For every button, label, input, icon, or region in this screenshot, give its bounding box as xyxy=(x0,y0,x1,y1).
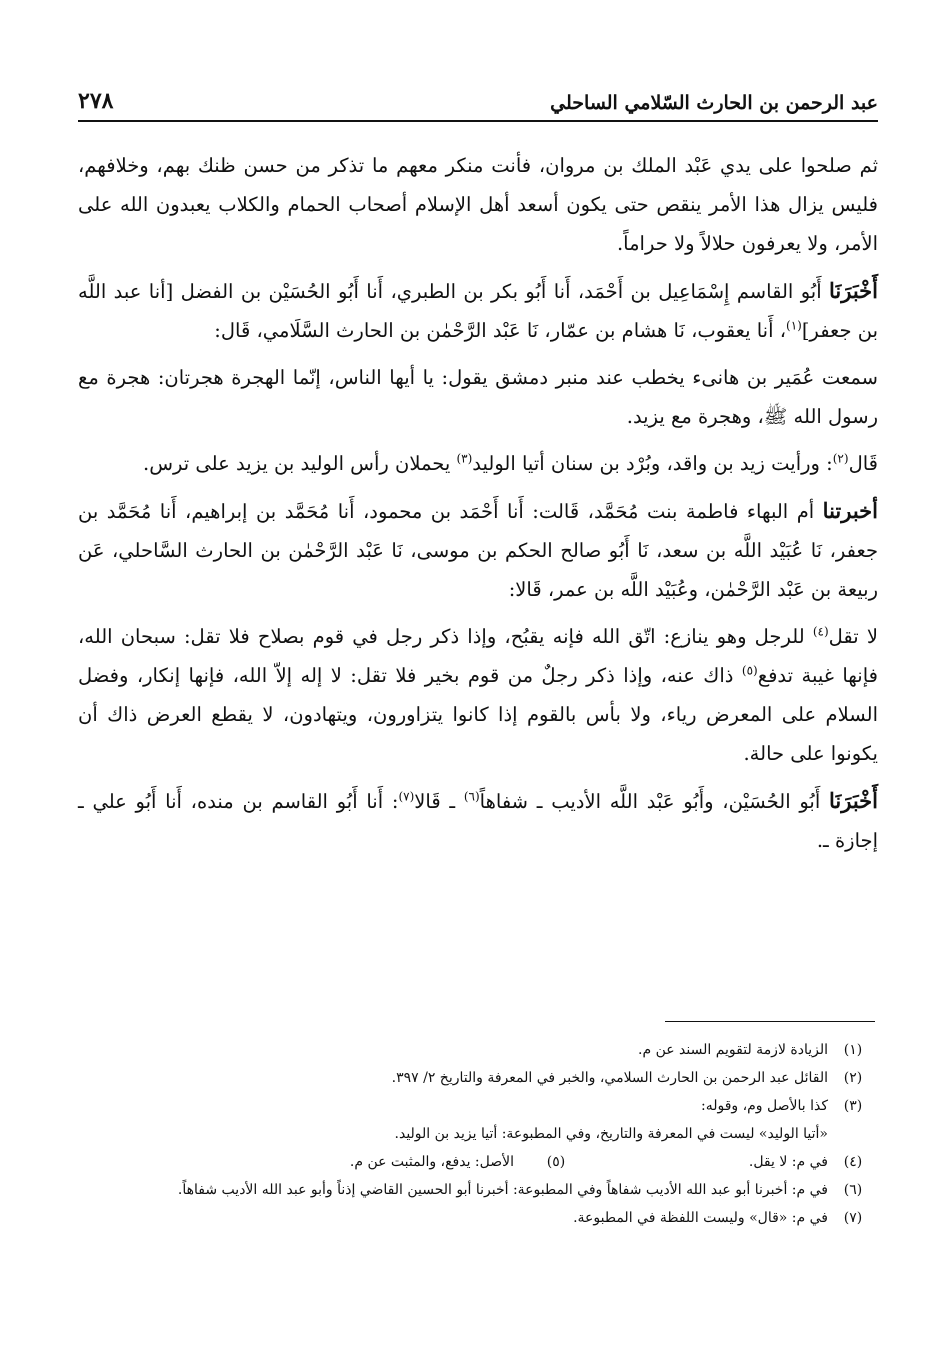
footnote-ref-4[interactable]: (٤) xyxy=(812,624,829,639)
footnote-5-number: (٥) xyxy=(546,1154,566,1170)
paragraph-4-text-a: قَال xyxy=(848,452,878,475)
footnote-4-text: في م: لا يقل. xyxy=(748,1154,828,1170)
paragraph-5-text: أم البهاء فاطمة بنت مُحَمَّد، قَالت: أَنا أَحْمَد بن محمود، أَنا مُحَمَّد بن إبراهيم، أَنا مُحَمَّد بن جعفر، نَا عُبَيْد اللَّه بن سعد، نَا أَبُو صالح الحكم بن موسى، نَا عَبْد الرَّحْمٰن بن الحارث السَّاحلي، عَن ربيعة بن عَبْد الرَّحْمٰن، وعُبَيْد اللَّه بن عمر، قَالا: xyxy=(78,500,878,601)
footnote-ref-1[interactable]: (١) xyxy=(786,318,802,333)
footnote-text: القائل عبد الرحمن بن الحارث السلامي، والخبر في المعرفة والتاريخ ٢/ ٣٩٧. xyxy=(391,1070,828,1086)
footnote-ref-7[interactable]: (٧) xyxy=(398,789,415,804)
main-text xyxy=(78,146,878,868)
footnote-3 xyxy=(78,1092,878,1120)
footnote-text: في م: أخبرنا أبو عبد الله الأديب شفاهاً وفي المطبوعة: أخبرنا أبو الحسين القاضي إذناً وأبو عبد الله الأديب شفاهاً. xyxy=(177,1182,828,1198)
isnad-lead: أَخْبَرَنَا xyxy=(829,278,878,303)
footnote-7 xyxy=(78,1204,878,1232)
page-number: ٢٧٨ xyxy=(78,88,114,114)
footnote-ref-2[interactable]: (٢) xyxy=(832,451,849,466)
footnote-separator xyxy=(665,1021,875,1022)
paragraph-7-text-b: ـ قَالا xyxy=(414,790,464,813)
paragraph-2-text-a: أَبُو القاسم إِسْمَاعِيل بن أَحْمَد، أَنا أَبُو بكر بن الطبري، أَنا أَبُو الحُسَيْن بن الفضل [أنا عبد اللَّه بن جعفر] xyxy=(78,280,878,342)
paragraph-1: ثم صلحوا على يدي عَبْد الملك بن مروان، فأنت منكر معهم ما تذكر من حسن ظنك بهم، وخلافهم، فليس يزال هذا الأمر ينقص حتى يكون أسعد أهل الإسلام أصحاب الحمام والكلاب يعبدون الله على الأمر، ولا يعرفون حلالاً ولا حراماً. xyxy=(78,154,878,255)
footnote-ref-6[interactable]: (٦) xyxy=(463,789,480,804)
footnote-1 xyxy=(78,1036,878,1064)
footnote-text: الزيادة لازمة لتقويم السند عن م. xyxy=(638,1042,828,1058)
footnote-pair xyxy=(78,1148,828,1176)
footnote-4-5 xyxy=(78,1148,878,1176)
paragraph-6-text-b: للرجل وهو ينازع: اتّق الله فإنه يقبُح، وإذا ذكر رجل في قوم بصلاح فلا تقل: سبحان الله، فإنها غيبة تدفع xyxy=(78,625,878,687)
paragraph-6-text-a: لا تقل xyxy=(828,625,878,648)
paragraph-6 xyxy=(78,617,878,773)
isnad-lead: أخبرتنا xyxy=(822,498,878,523)
header-rule xyxy=(78,120,878,122)
footnote-5-text: الأصل: يدفع، والمثبت عن م. xyxy=(349,1154,514,1170)
paragraph-3: سمعت عُمَير بن هانىء يخطب عند منبر دمشق يقول: يا أيها الناس، إنّما الهجرة هجرتان: هجرة مع رسول الله ﷺ، وهجرة مع يزيد. xyxy=(78,366,878,428)
footnote-number: (٤) xyxy=(843,1154,863,1170)
running-title: عبد الرحمن بن الحارث السّلامي الساحلي xyxy=(550,92,878,114)
footnote-text: في م: «قال» وليست اللفظة في المطبوعة. xyxy=(573,1210,828,1226)
footnote-number: (٦) xyxy=(843,1182,863,1198)
paragraph-5 xyxy=(78,491,878,609)
footnote-6 xyxy=(78,1176,878,1204)
isnad-lead: أَخْبَرَنَا xyxy=(829,788,878,813)
footnote-number: (٧) xyxy=(843,1210,863,1226)
paragraph-4 xyxy=(78,444,878,483)
paragraph-2-text-b: ، أَنا يعقوب، نَا هشام بن عمّار، نَا عَبْد الرَّحْمٰن بن الحارث السَّلَامي، قَال: xyxy=(214,319,786,342)
footnote-3-continuation: «أتيا الوليد» ليست في المعرفة والتاريخ، وفي المطبوعة: أتيا يزيد بن الوليد. xyxy=(394,1126,828,1142)
paragraph-4-text-b: : ورأيت زيد بن واقد، وبُرْد بن سنان أتيا الوليد xyxy=(472,452,833,475)
footnote-number: (٣) xyxy=(843,1098,863,1114)
paragraph-7 xyxy=(78,781,878,860)
footnote-ref-5[interactable]: (٥) xyxy=(741,663,758,678)
footnote-text: كذا بالأصل وم، وقوله: xyxy=(700,1098,828,1114)
footnotes xyxy=(78,1036,878,1232)
footnote-ref-3[interactable]: (٣) xyxy=(456,451,473,466)
footnote-2 xyxy=(78,1064,878,1092)
paragraph-6-text-c: ذاك عنه، وإذا ذكر رجلٌ من قوم بخير فلا تقل: لا إله إلاّ الله، فإنها إنكار، وفضل السلام على المعرض رياء، ولا بأس بالقوم إذا كانوا يتزاورون، ويتهادون، لا يقطع العرض ذاك أن يكونوا على حالة. xyxy=(78,664,878,765)
footnote-number: (٢) xyxy=(843,1070,863,1086)
page-header xyxy=(78,78,878,118)
paragraph-7-text-c: : أَنا أَبُو القاسم بن منده، أَنا أَبُو علي ـ إجازة ـ. xyxy=(78,790,878,852)
paragraph-7-text-a: أَبُو الحُسَيْن، وأَبُو عَبْد اللَّه الأديب ـ شفاهاً xyxy=(479,790,830,813)
paragraph-4-text-c: يحملان رأس الوليد بن يزيد على ترس. xyxy=(143,452,457,475)
paragraph-2 xyxy=(78,271,878,350)
footnote-number: (١) xyxy=(843,1042,863,1058)
